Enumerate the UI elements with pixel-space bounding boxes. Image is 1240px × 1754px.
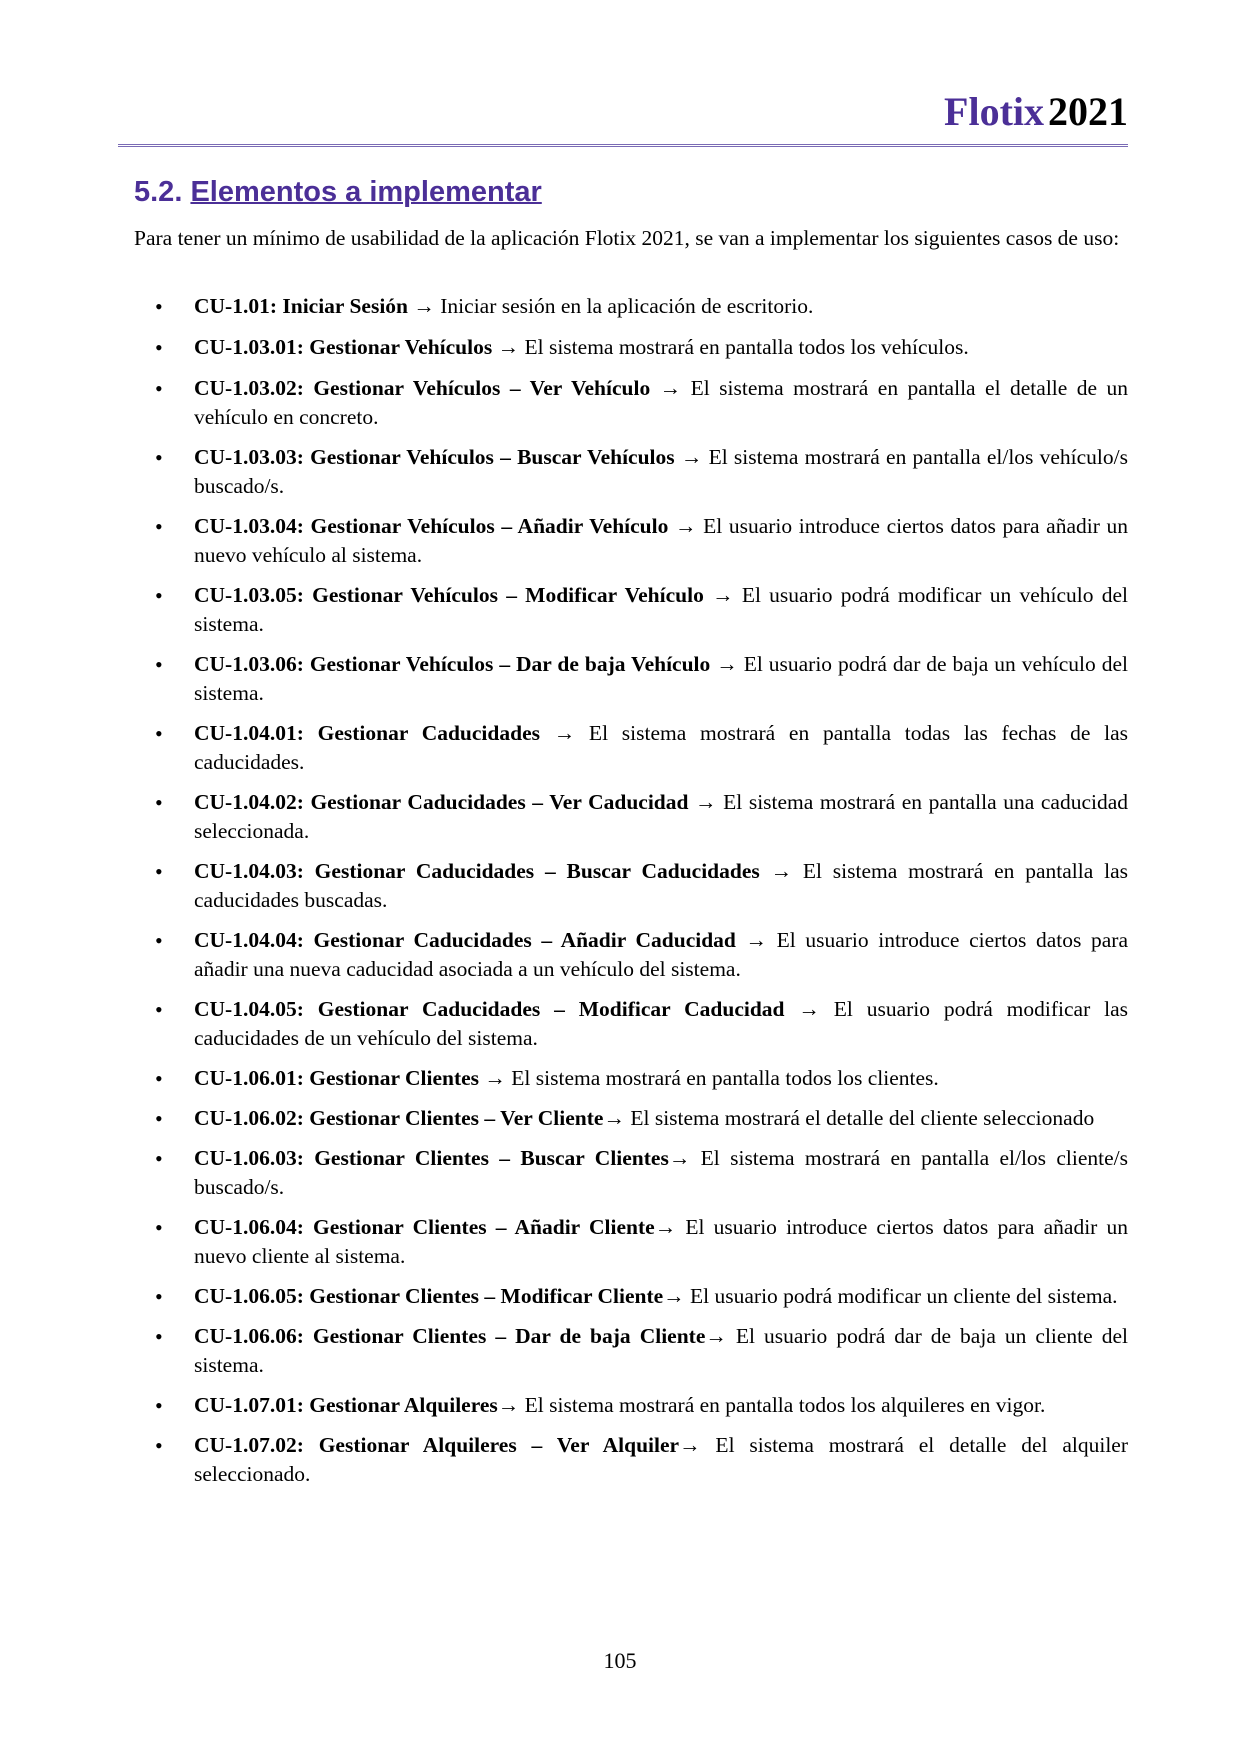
- use-case-code: CU-1.01: Iniciar Sesión: [194, 294, 409, 318]
- use-case-description: → El usuario introduce ciertos datos para añadir un nuevo cliente al sistema.: [194, 1215, 1129, 1268]
- bullet-icon: •: [155, 376, 163, 401]
- use-case-list: [118, 292, 1128, 1500]
- bullet-icon: •: [155, 721, 163, 746]
- bullet-icon: •: [155, 335, 163, 360]
- use-case-description: → El usuario introduce ciertos datos para añadir un nuevo vehículo al sistema.: [194, 514, 1128, 567]
- header-year: 2021: [1048, 89, 1128, 134]
- intro-paragraph: Para tener un mínimo de usabilidad de la aplicación Flotix 2021, se van a implementar los siguientes casos de uso:: [134, 226, 1120, 250]
- bullet-icon: •: [155, 1215, 163, 1240]
- use-case-item: [118, 926, 1128, 984]
- bullet-icon: •: [155, 928, 163, 953]
- bullet-icon: •: [155, 1433, 163, 1458]
- use-case-description: → El sistema mostrará el detalle del alquiler seleccionado.: [194, 1433, 1129, 1486]
- use-case-code: CU-1.04.03: Gestionar Caducidades – Buscar Caducidades: [194, 859, 760, 883]
- use-case-code: CU-1.04.04: Gestionar Caducidades – Añadir Caducidad: [194, 928, 736, 952]
- use-case-description: → El usuario podrá dar de baja un vehículo del sistema.: [194, 652, 1128, 705]
- use-case-description: → El usuario podrá modificar las caducidades de un vehículo del sistema.: [194, 997, 1128, 1050]
- use-case-item: [118, 1391, 1128, 1420]
- use-case-code: CU-1.06.06: Gestionar Clientes – Dar de baja Cliente: [194, 1324, 706, 1348]
- bullet-icon: •: [155, 859, 163, 884]
- use-case-item: [118, 1144, 1128, 1202]
- bullet-icon: •: [155, 997, 163, 1022]
- use-case-description: → El usuario podrá modificar un vehículo del sistema.: [194, 583, 1128, 636]
- section-title: [134, 176, 542, 209]
- use-case-item: [118, 1282, 1128, 1311]
- use-case-code: CU-1.06.01: Gestionar Clientes: [194, 1066, 480, 1090]
- use-case-code: CU-1.04.05: Gestionar Caducidades – Modificar Caducidad: [194, 997, 785, 1021]
- use-case-item: [118, 1064, 1128, 1093]
- use-case-code: CU-1.06.04: Gestionar Clientes – Añadir Cliente: [194, 1215, 655, 1239]
- use-case-code: CU-1.04.02: Gestionar Caducidades – Ver Caducidad: [194, 790, 689, 814]
- section-number: 5.2.: [134, 176, 183, 208]
- use-case-description: → Iniciar sesión en la aplicación de escritorio.: [408, 294, 814, 318]
- use-case-item: [118, 788, 1128, 846]
- header-brand: Flotix: [944, 89, 1044, 134]
- use-case-code: CU-1.03.05: Gestionar Vehículos – Modificar Vehículo: [194, 583, 704, 607]
- use-case-code: CU-1.03.01: Gestionar Vehículos: [194, 335, 493, 359]
- use-case-description: → El sistema mostrará en pantalla las caducidades buscadas.: [194, 859, 1128, 912]
- bullet-icon: •: [155, 790, 163, 815]
- bullet-icon: •: [155, 294, 163, 319]
- use-case-item: [118, 1431, 1128, 1489]
- use-case-item: [118, 1104, 1128, 1133]
- use-case-description: → El sistema mostrará en pantalla todos los alquileres en vigor.: [497, 1393, 1046, 1417]
- use-case-description: → El usuario podrá modificar un cliente del sistema.: [663, 1284, 1118, 1308]
- use-case-description: → El sistema mostrará en pantalla el/los cliente/s buscado/s.: [194, 1146, 1129, 1199]
- use-case-item: [118, 292, 1128, 321]
- bullet-icon: •: [155, 1284, 163, 1309]
- use-case-item: [118, 719, 1128, 777]
- bullet-icon: •: [155, 583, 163, 608]
- bullet-icon: •: [155, 1146, 163, 1171]
- page-header: [118, 88, 1128, 147]
- use-case-code: CU-1.03.03: Gestionar Vehículos – Buscar Vehículos: [194, 445, 675, 469]
- use-case-description: → El sistema mostrará en pantalla todos los vehículos.: [492, 335, 969, 359]
- bullet-icon: •: [155, 1324, 163, 1349]
- use-case-item: [118, 374, 1128, 432]
- use-case-item: [118, 1213, 1128, 1271]
- use-case-description: → El sistema mostrará en pantalla todos los clientes.: [479, 1066, 939, 1090]
- use-case-description: → El sistema mostrará en pantalla todas las fechas de las caducidades.: [194, 721, 1128, 774]
- use-case-code: CU-1.07.02: Gestionar Alquileres – Ver Alquiler: [194, 1433, 680, 1457]
- use-case-code: CU-1.04.01: Gestionar Caducidades: [194, 721, 540, 745]
- use-case-code: CU-1.03.02: Gestionar Vehículos – Ver Vehículo: [194, 376, 651, 400]
- use-case-code: CU-1.03.06: Gestionar Vehículos – Dar de baja Vehículo: [194, 652, 711, 676]
- use-case-item: [118, 443, 1128, 501]
- use-case-item: [118, 1322, 1128, 1380]
- use-case-code: CU-1.06.02: Gestionar Clientes – Ver Cliente: [194, 1106, 604, 1130]
- use-case-item: [118, 650, 1128, 708]
- bullet-icon: •: [155, 1393, 163, 1418]
- bullet-icon: •: [155, 652, 163, 677]
- use-case-description: → El usuario introduce ciertos datos para añadir una nueva caducidad asociada a un vehículo del sistema.: [194, 928, 1128, 981]
- use-case-item: [118, 857, 1128, 915]
- use-case-item: [118, 512, 1128, 570]
- use-case-code: CU-1.07.01: Gestionar Alquileres: [194, 1393, 498, 1417]
- use-case-item: [118, 581, 1128, 639]
- bullet-icon: •: [155, 1106, 163, 1131]
- bullet-icon: •: [155, 445, 163, 470]
- use-case-description: → El sistema mostrará en pantalla una caducidad seleccionada.: [194, 790, 1129, 843]
- bullet-icon: •: [155, 1066, 163, 1091]
- use-case-description: → El sistema mostrará el detalle del cliente seleccionado: [603, 1106, 1095, 1130]
- bullet-icon: •: [155, 514, 163, 539]
- use-case-description: → El usuario podrá dar de baja un cliente del sistema.: [194, 1324, 1128, 1377]
- use-case-code: CU-1.06.05: Gestionar Clientes – Modificar Cliente: [194, 1284, 664, 1308]
- page-number: 105: [603, 1648, 637, 1673]
- use-case-item: [118, 333, 1128, 362]
- use-case-item: [118, 995, 1128, 1053]
- use-case-code: CU-1.06.03: Gestionar Clientes – Buscar Clientes: [194, 1146, 669, 1170]
- section-title-text: Elementos a implementar: [190, 176, 542, 208]
- use-case-description: → El sistema mostrará en pantalla el detalle de un vehículo en concreto.: [194, 376, 1129, 429]
- use-case-description: → El sistema mostrará en pantalla el/los vehículo/s buscado/s.: [194, 445, 1128, 498]
- use-case-code: CU-1.03.04: Gestionar Vehículos – Añadir Vehículo: [194, 514, 669, 538]
